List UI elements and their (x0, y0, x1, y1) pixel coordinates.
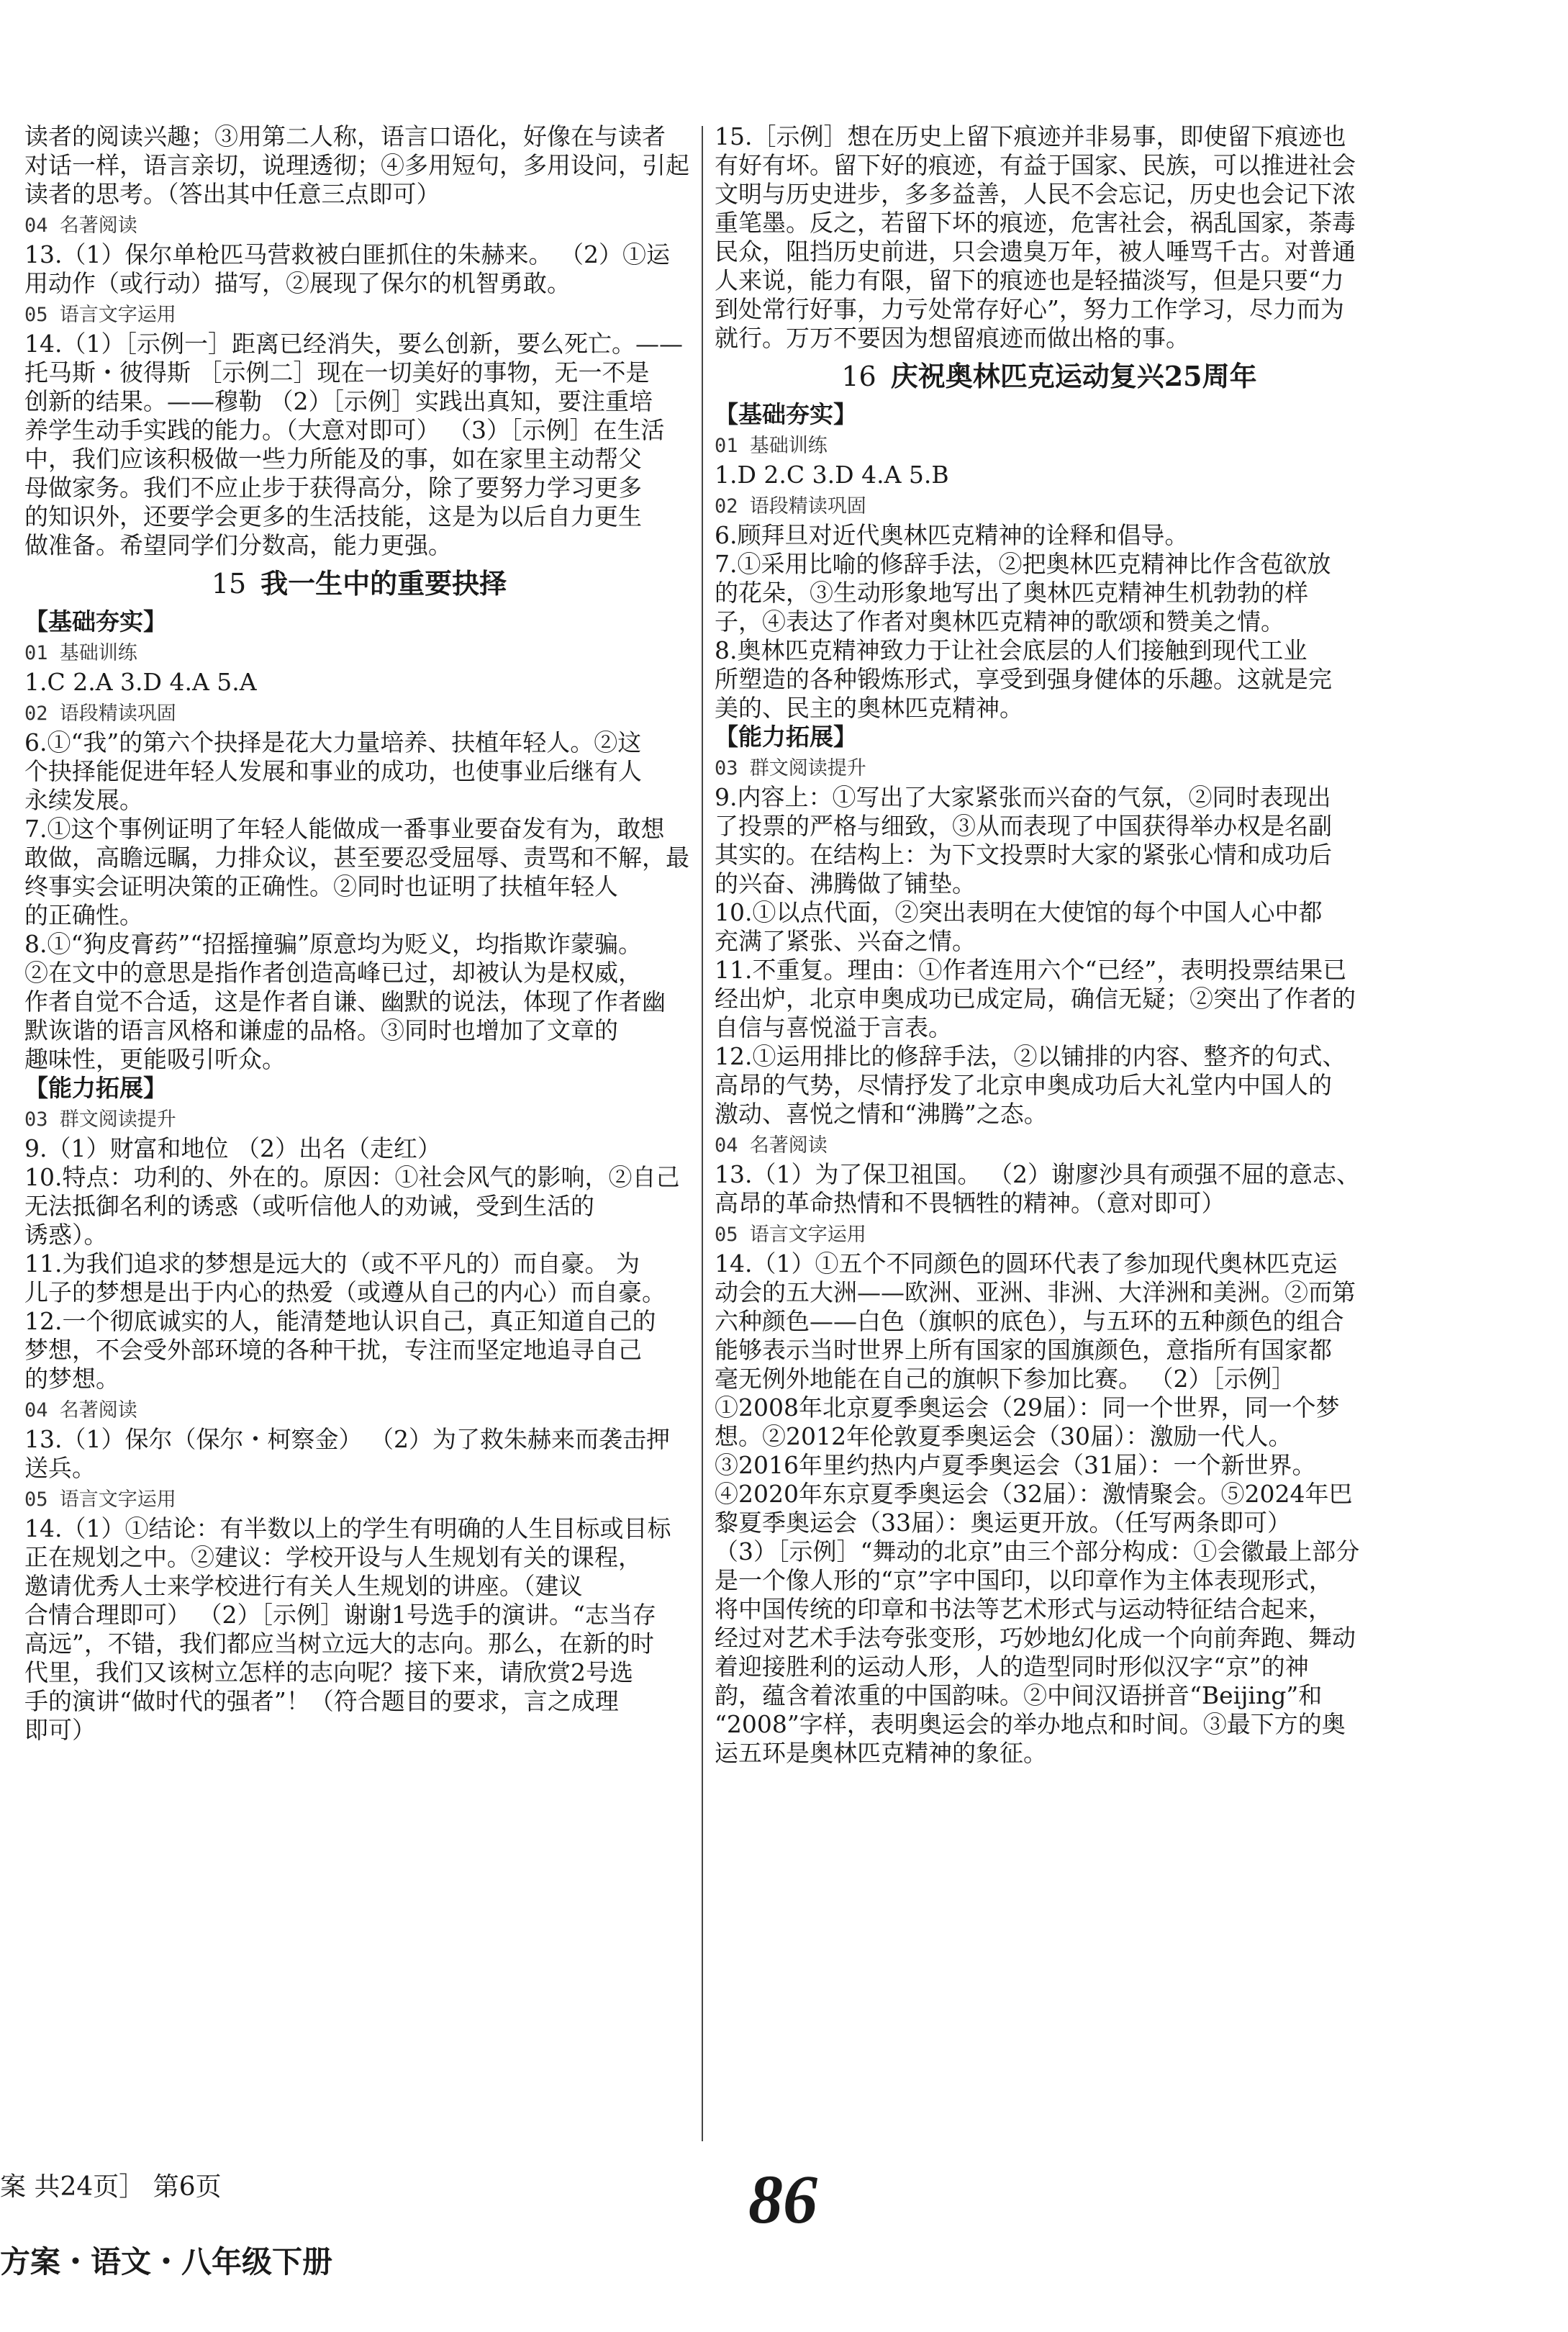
answer-line: 合情合理即可） （2）［示例］谢谢1号选手的演讲。“志当存 (24, 1601, 656, 1629)
answer-line: 所塑造的各种锻炼形式，享受到强身健体的乐趣。这就是完 (715, 665, 1332, 693)
answer-line: 动会的五大洲——欧洲、亚洲、非洲、大洋洲和美洲。②而第 (715, 1278, 1356, 1306)
answer-line: 读者的阅读兴趣；③用第二人称，语言口语化，好像在与读者 (24, 122, 666, 150)
answer-line: 做准备。希望同学们分数高，能力更强。 (24, 531, 452, 559)
answer-line: 养学生动手实践的能力。（大意对即可） （3）［示例］在生活 (24, 416, 665, 444)
answer-line: 12.①运用排比的修辞手法，②以铺排的内容、整齐的句式、 (715, 1042, 1346, 1070)
answer-line: 文明与历史进步，多多益善，人民不会忘记，历史也会记下浓 (715, 180, 1356, 208)
answer-line: 8.①“狗皮膏药”“招摇撞骗”原意均为贬义，均指欺诈蒙骗。 (24, 930, 642, 958)
answer-line: 其实的。在结构上：为下文投票时大家的紧张心情和成功后 (715, 841, 1332, 869)
answer-line: 经过对艺术手法夸张变形，巧妙地幻化成一个向前奔跑、舞动 (715, 1624, 1356, 1652)
answer-line: 美的、民主的奥林匹克精神。 (715, 694, 1023, 722)
answer-line: 即可） (24, 1716, 96, 1744)
answer-line: 手的演讲“做时代的强者”！（符合题目的要求，言之成理 (24, 1687, 619, 1715)
answer-line: 14.（1）①五个不同颜色的圆环代表了参加现代奥林匹克运 (715, 1249, 1338, 1278)
page-footer (0, 2161, 1568, 2332)
footer-book-title: 方案・语文・八年级下册 (0, 2244, 333, 2279)
answer-line: 着迎接胜利的运动人形，人的造型同时形似汉字“京”的神 (715, 1653, 1309, 1681)
answer-line: 经出炉，北京申奥成功已成定局，确信无疑；②突出了作者的 (715, 985, 1356, 1013)
answer-line: 6.①“我”的第六个抉择是花大力量培养、扶植年轻人。②这 (24, 728, 642, 756)
answer-line: 用动作（或行动）描写，②展现了保尔的机智勇敢。 (24, 269, 571, 297)
section-heading: 【能力拓展】 (715, 723, 857, 751)
section-label: 04 名著阅读 (24, 1399, 137, 1422)
answer-line: 母做家务。我们不应止步于获得高分，除了要努力学习更多 (24, 474, 642, 502)
chapter-title (715, 357, 1384, 396)
answer-line: 10.特点：功利的、外在的。原因：①社会风气的影响，②自己 (24, 1163, 680, 1191)
answer-line: 充满了紧张、兴奋之情。 (715, 927, 976, 955)
answer-line: 13.（1）保尔单枪匹马营救被白匪抓住的朱赫来。 （2）①运 (24, 240, 670, 268)
answer-line: 11.不重复。理由：①作者连用六个“已经”，表明投票结果已 (715, 956, 1347, 984)
answer-line: 诱惑）。 (24, 1221, 108, 1249)
answer-line: 作者自觉不合适，这是作者自谦、幽默的说法，体现了作者幽 (24, 988, 666, 1016)
answer-line: 代里，我们又该树立怎样的志向呢？接下来，请欣赏2号选 (24, 1658, 633, 1686)
answer-line: 的知识外，还要学会更多的生活技能，这是为以后自力更生 (24, 502, 642, 530)
answer-line: ②在文中的意思是指作者创造高峰已过，却被认为是权威， (24, 959, 642, 987)
answer-line: 的兴奋、沸腾做了铺垫。 (715, 869, 976, 898)
answer-line: 中，我们应该积极做一些力所能及的事，如在家里主动帮父 (24, 445, 642, 473)
footer-page-info: 案 共24页］ 第6页 (0, 2172, 222, 2202)
answer-line: 能够表示当时世界上所有国家的国旗颜色，意指所有国家都 (715, 1336, 1332, 1364)
answer-line: 13.（1）为了保卫祖国。 （2）谢廖沙具有顽强不屈的意志、 (715, 1160, 1360, 1188)
section-label: 01 基础训练 (24, 642, 137, 664)
answer-line: 托马斯・彼得斯 ［示例二］现在一切美好的事物，无一不是 (24, 358, 650, 387)
answer-line: 送兵。 (24, 1454, 96, 1482)
answer-line: 六种颜色——白色（旗帜的底色），与五环的五种颜色的组合 (715, 1307, 1344, 1335)
section-label: 03 群文阅读提升 (24, 1108, 176, 1131)
answer-line: 14.（1）［示例一］距离已经消失，要么创新，要么死亡。—— (24, 330, 683, 358)
answer-line: 有好有坏。留下好的痕迹，有益于国家、民族，可以推进社会 (715, 151, 1356, 179)
answer-line: 9.（1）财富和地位 （2）出名（走红） (24, 1134, 441, 1162)
answer-line: 正在规划之中。②建议：学校开设与人生规划有关的课程， (24, 1543, 642, 1571)
section-heading: 【能力拓展】 (24, 1074, 167, 1102)
answer-line: 子，④表达了作者对奥林匹克精神的歌颂和赞美之情。 (715, 607, 1284, 636)
section-label: 05 语言文字运用 (715, 1224, 866, 1246)
answer-line: 梦想，不会受外部环境的各种干扰，专注而坚定地追寻自己 (24, 1336, 642, 1364)
answer-line: ③2016年里约热内卢夏季奥运会（31届）：一个新世界。 (715, 1451, 1316, 1479)
answer-line: 永续发展。 (24, 786, 143, 814)
chapter-text: 我一生中的重要抉择 (260, 567, 507, 600)
answer-line: “2008”字样，表明奥运会的举办地点和时间。③最下方的奥 (715, 1710, 1346, 1738)
section-label: 05 语言文字运用 (24, 304, 176, 326)
section-label: 02 语段精读巩固 (715, 495, 866, 518)
answer-line: 个抉择能促进年轻人发展和事业的成功，也使事业后继有人 (24, 757, 642, 785)
answer-line: 的花朵，③生动形象地写出了奥林匹克精神生机勃勃的样 (715, 579, 1308, 607)
answer-line: 毫无例外地能在自己的旗帜下参加比赛。 （2）［示例］ (715, 1365, 1295, 1393)
answer-line: 韵，蕴含着浓重的中国韵味。②中间汉语拼音“Beijing”和 (715, 1681, 1323, 1709)
answer-line: 将中国传统的印章和书法等艺术形式与运动特征结合起来， (715, 1595, 1332, 1623)
answer-line: 运五环是奥林匹克精神的象征。 (715, 1739, 1047, 1767)
answer-line: 的梦想。 (24, 1365, 119, 1393)
answer-line: 6.顾拜旦对近代奥林匹克精神的诠释和倡导。 (715, 521, 1189, 549)
answer-line: 7.①采用比喻的修辞手法，②把奥林匹克精神比作含苞欲放 (715, 550, 1331, 578)
answer-line: 重笔墨。反之，若留下坏的痕迹，危害社会，祸乱国家，荼毒 (715, 209, 1356, 237)
chapter-number: 15 (211, 568, 247, 600)
answer-line: 敢做，高瞻远瞩，力排众议，甚至要忍受屈辱、责骂和不解，最 (24, 844, 689, 872)
answer-line: 无法抵御名利的诱惑（或听信他人的劝诫，受到生活的 (24, 1192, 594, 1220)
left-column (24, 122, 694, 1745)
answer-line: 15.［示例］想在历史上留下痕迹并非易事，即使留下痕迹也 (715, 122, 1346, 150)
answer-line: 黎夏季奥运会（33届）：奥运更开放。（任写两条即可） (715, 1509, 1291, 1537)
answer-line: 是一个像人形的“京”字中国印，以印章作为主体表现形式， (715, 1566, 1333, 1594)
answer-line: 13.（1）保尔（保尔・柯察金） （2）为了救朱赫来而袭击押 (24, 1425, 670, 1453)
answer-line: 人来说，能力有限，留下的痕迹也是轻描淡写，但是只要“力 (715, 266, 1344, 294)
answer-line: 民众，阻挡历史前进，只会遗臭万年，被人唾骂千古。对普通 (715, 238, 1356, 266)
answer-line: 自信与喜悦溢于言表。 (715, 1013, 952, 1041)
section-label: 03 群文阅读提升 (715, 757, 866, 779)
answer-line: ④2020年东京夏季奥运会（32届）：激情聚会。⑤2024年巴 (715, 1480, 1353, 1508)
chapter-text: 庆祝奥林匹克运动复兴25周年 (890, 360, 1257, 392)
answer-line: 到处常行好事，力亏处常存好心”，努力工作学习，尽力而为 (715, 295, 1344, 323)
section-heading: 【基础夯实】 (715, 400, 857, 428)
answer-line: 高昂的革命热情和不畏牺牲的精神。（意对即可） (715, 1189, 1225, 1217)
answer-line: 1.D 2.C 3.D 4.A 5.B (715, 461, 949, 489)
section-heading: 【基础夯实】 (24, 607, 167, 636)
section-label: 04 名著阅读 (24, 214, 137, 237)
section-label: 01 基础训练 (715, 435, 828, 457)
answer-line: 了投票的严格与细致，③从而表现了中国获得举办权是名副 (715, 812, 1332, 840)
answer-line: 邀请优秀人士来学校进行有关人生规划的讲座。（建议 (24, 1572, 583, 1600)
answer-line: 7.①这个事例证明了年轻人能做成一番事业要奋发有为，敢想 (24, 815, 665, 843)
answer-line: 对话一样，语言亲切，说理透彻；④多用短句，多用设问，引起 (24, 151, 689, 179)
answer-line: 趣味性，更能吸引听众。 (24, 1045, 286, 1073)
answer-line: ①2008年北京夏季奥运会（29届）：同一个世界，同一个梦 (715, 1393, 1340, 1422)
chapter-number: 16 (841, 361, 876, 392)
answer-line: 10.①以点代面，②突出表明在大使馆的每个中国人心中都 (715, 898, 1323, 926)
chapter-title (24, 564, 694, 603)
answer-line: 创新的结果。——穆勒 （2）［示例］实践出真知，要注重培 (24, 387, 653, 415)
answer-line: 9.内容上：①写出了大家紧张而兴奋的气氛，②同时表现出 (715, 783, 1331, 811)
answer-line: （3）［示例］“舞动的北京”由三个部分构成：①会徽最上部分 (715, 1537, 1360, 1565)
page-number: 86 (748, 2161, 817, 2238)
column-divider (702, 126, 703, 2141)
section-label: 02 语段精读巩固 (24, 702, 176, 725)
answer-line: 儿子的梦想是出于内心的热爱（或遵从自己的内心）而自豪。 (24, 1278, 666, 1306)
answer-line: 12.一个彻底诚实的人，能清楚地认识自己，真正知道自己的 (24, 1307, 656, 1335)
answer-line: 的正确性。 (24, 901, 143, 929)
answer-line: 就行。万万不要因为想留痕迹而做出格的事。 (715, 324, 1189, 352)
answer-line: 高昂的气势，尽情抒发了北京申奥成功后大礼堂内中国人的 (715, 1071, 1332, 1099)
answer-line: 读者的思考。（答出其中任意三点即可） (24, 180, 440, 208)
answer-line: 14.（1）①结论：有半数以上的学生有明确的人生目标或目标 (24, 1514, 671, 1542)
answer-line: 默诙谐的语言风格和谦虚的品格。③同时也增加了文章的 (24, 1016, 618, 1044)
answer-line: 11.为我们追求的梦想是远大的（或不平凡的）而自豪。 为 (24, 1249, 640, 1278)
answer-line: 终事实会证明决策的正确性。②同时也证明了扶植年轻人 (24, 872, 618, 900)
right-column (715, 122, 1384, 1768)
answer-line: 想。②2012年伦敦夏季奥运会（30届）：激励一代人。 (715, 1422, 1292, 1450)
answer-line: 8.奥林匹克精神致力于让社会底层的人们接触到现代工业 (715, 636, 1308, 664)
answer-line: 激动、喜悦之情和“沸腾”之态。 (715, 1100, 1048, 1128)
answer-line: 1.C 2.A 3.D 4.A 5.A (24, 668, 257, 696)
answer-line: 高远”，不错，我们都应当树立远大的志向。那么，在新的时 (24, 1630, 654, 1658)
section-label: 05 语言文字运用 (24, 1488, 176, 1511)
section-label: 04 名著阅读 (715, 1134, 828, 1157)
